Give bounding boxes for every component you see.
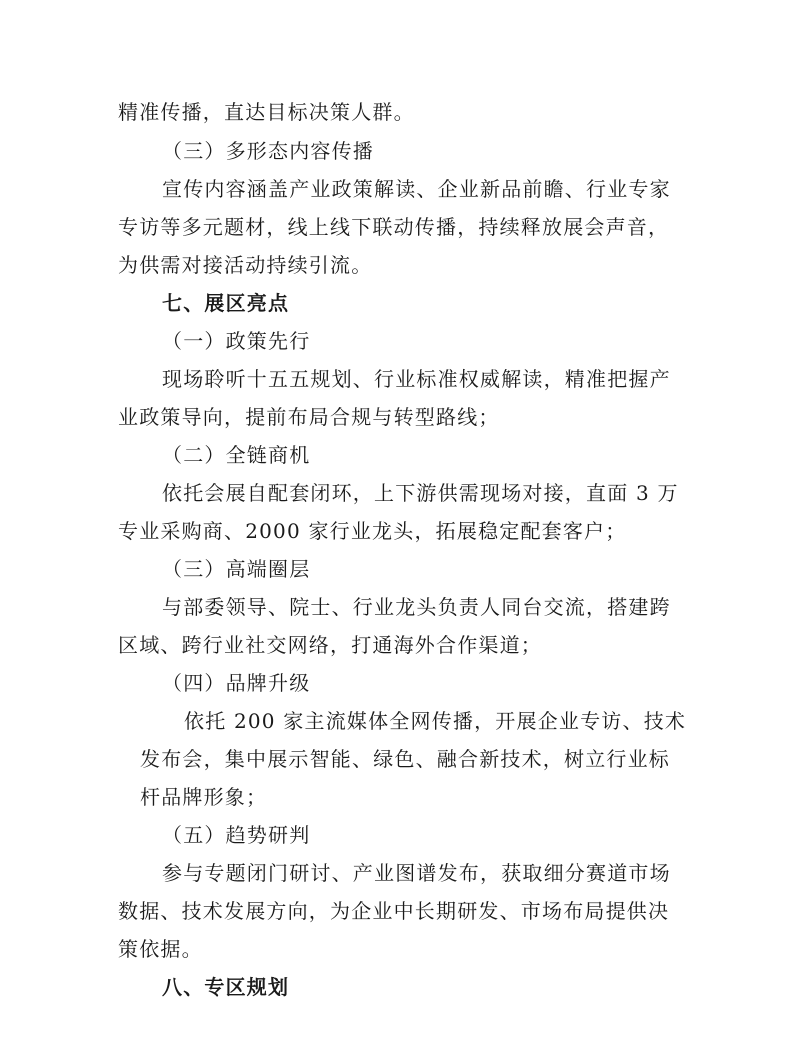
subheading-multiform-content: （三）多形态内容传播 (162, 139, 374, 163)
paragraph-line: 参与专题闭门研讨、产业图谱发布，获取细分赛道市场 (162, 861, 671, 885)
paragraph-line: 专业采购商、2000 家行业龙头，拓展稳定配套客户； (118, 519, 627, 543)
subheading-brand-upgrade: （四）品牌升级 (162, 671, 311, 695)
subheading-full-chain: （二）全链商机 (162, 443, 311, 467)
paragraph-line: 现场聆听十五五规划、行业标准权威解读，精准把握产 (162, 367, 671, 391)
paragraph-line: 与部委领导、院士、行业龙头负责人同台交流，搭建跨 (162, 595, 671, 619)
subheading-trend-analysis: （五）趋势研判 (162, 823, 311, 847)
paragraph-line: 依托 200 家主流媒体全网传播，开展企业专访、技术 (184, 709, 687, 733)
subheading-high-end-circle: （三）高端圈层 (162, 557, 311, 581)
paragraph-line: 专访等多元题材，线上线下联动传播，持续释放展会声音， (118, 215, 670, 239)
paragraph-line: 区域、跨行业社交网络，打通海外合作渠道； (118, 633, 542, 657)
paragraph-line: 数据、技术发展方向，为企业中长期研发、市场布局提供决 (118, 899, 670, 923)
paragraph-line: 精准传播，直达目标决策人群。 (118, 100, 415, 124)
paragraph-line: 策依据。 (118, 937, 203, 961)
paragraph-line: 业政策导向，提前布局合规与转型路线； (118, 405, 500, 429)
subheading-policy: （一）政策先行 (162, 329, 311, 353)
section-heading-zone-planning: 八、专区规划 (162, 975, 290, 999)
paragraph-line: 依托会展自配套闭环，上下游供需现场对接，直面 3 万 (162, 481, 679, 505)
paragraph-line: 宣传内容涵盖产业政策解读、企业新品前瞻、行业专家 (162, 177, 671, 201)
paragraph-line: 杆品牌形象； (140, 785, 268, 809)
section-heading-highlights: 七、展区亮点 (162, 291, 290, 315)
paragraph-line: 发布会，集中展示智能、绿色、融合新技术，树立行业标 (140, 747, 670, 771)
paragraph-line: 为供需对接活动持续引流。 (118, 253, 373, 277)
